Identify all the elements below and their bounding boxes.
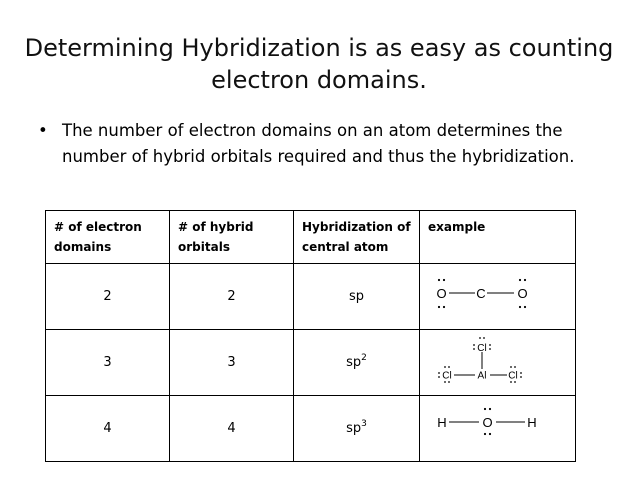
bullet-point xyxy=(38,118,608,170)
table-header-row xyxy=(46,211,576,264)
table-row xyxy=(46,396,576,462)
alcl3-lewis-structure xyxy=(421,330,575,391)
hybridization-superscript: 3 xyxy=(361,419,367,429)
cell-orbitals: 4 xyxy=(170,396,294,462)
alcl3-atom-al: Al xyxy=(477,370,486,382)
cell-domains: 3 xyxy=(46,330,170,396)
bullet-text: The number of electron domains on an atom determines the number of hybrid orbitals required and thus the hybridization. xyxy=(62,121,575,166)
cell-hybridization xyxy=(294,396,420,462)
h2o-atom-h-left: H xyxy=(436,415,447,430)
co2-atom-o-left: O xyxy=(435,286,447,301)
alcl3-atom-cl-right: Cl xyxy=(507,370,518,382)
cell-domains: 4 xyxy=(46,396,170,462)
header-hybrid-orbitals: # of hybrid orbitals xyxy=(170,211,294,264)
table-row xyxy=(46,264,576,330)
h2o-atom-h-right: H xyxy=(526,415,537,430)
co2-lewis-structure xyxy=(421,264,575,325)
hybridization-label: sp xyxy=(346,355,362,370)
h2o-atom-o: O xyxy=(481,415,493,430)
cell-hybridization xyxy=(294,330,420,396)
h2o-lewis-structure xyxy=(421,396,575,457)
header-hybridization: Hybridization of central atom xyxy=(294,211,420,264)
slide-title xyxy=(20,32,618,96)
hybridization-label: sp xyxy=(346,421,362,436)
cell-hybridization xyxy=(294,264,420,330)
hybridization-label: sp xyxy=(348,289,365,304)
cell-example-co2 xyxy=(420,264,576,330)
header-example: example xyxy=(420,211,576,264)
title-line-1: Determining Hybridization is as easy as counting xyxy=(24,34,614,62)
table-row xyxy=(46,330,576,396)
bullet-icon: • xyxy=(38,121,48,140)
cell-orbitals: 2 xyxy=(170,264,294,330)
alcl3-atom-cl-top: Cl xyxy=(476,343,487,354)
cell-example-h2o xyxy=(420,396,576,462)
cell-orbitals: 3 xyxy=(170,330,294,396)
header-electron-domains: # of electron domains xyxy=(46,211,170,264)
title-line-2: electron domains. xyxy=(211,66,427,94)
co2-atom-c: C xyxy=(475,286,486,301)
hybridization-table xyxy=(45,210,576,462)
hybridization-superscript: 2 xyxy=(361,353,367,363)
alcl3-atom-cl-left: Cl xyxy=(441,370,452,382)
cell-domains: 2 xyxy=(46,264,170,330)
co2-atom-o-right: O xyxy=(516,286,528,301)
cell-example-alcl3 xyxy=(420,330,576,396)
